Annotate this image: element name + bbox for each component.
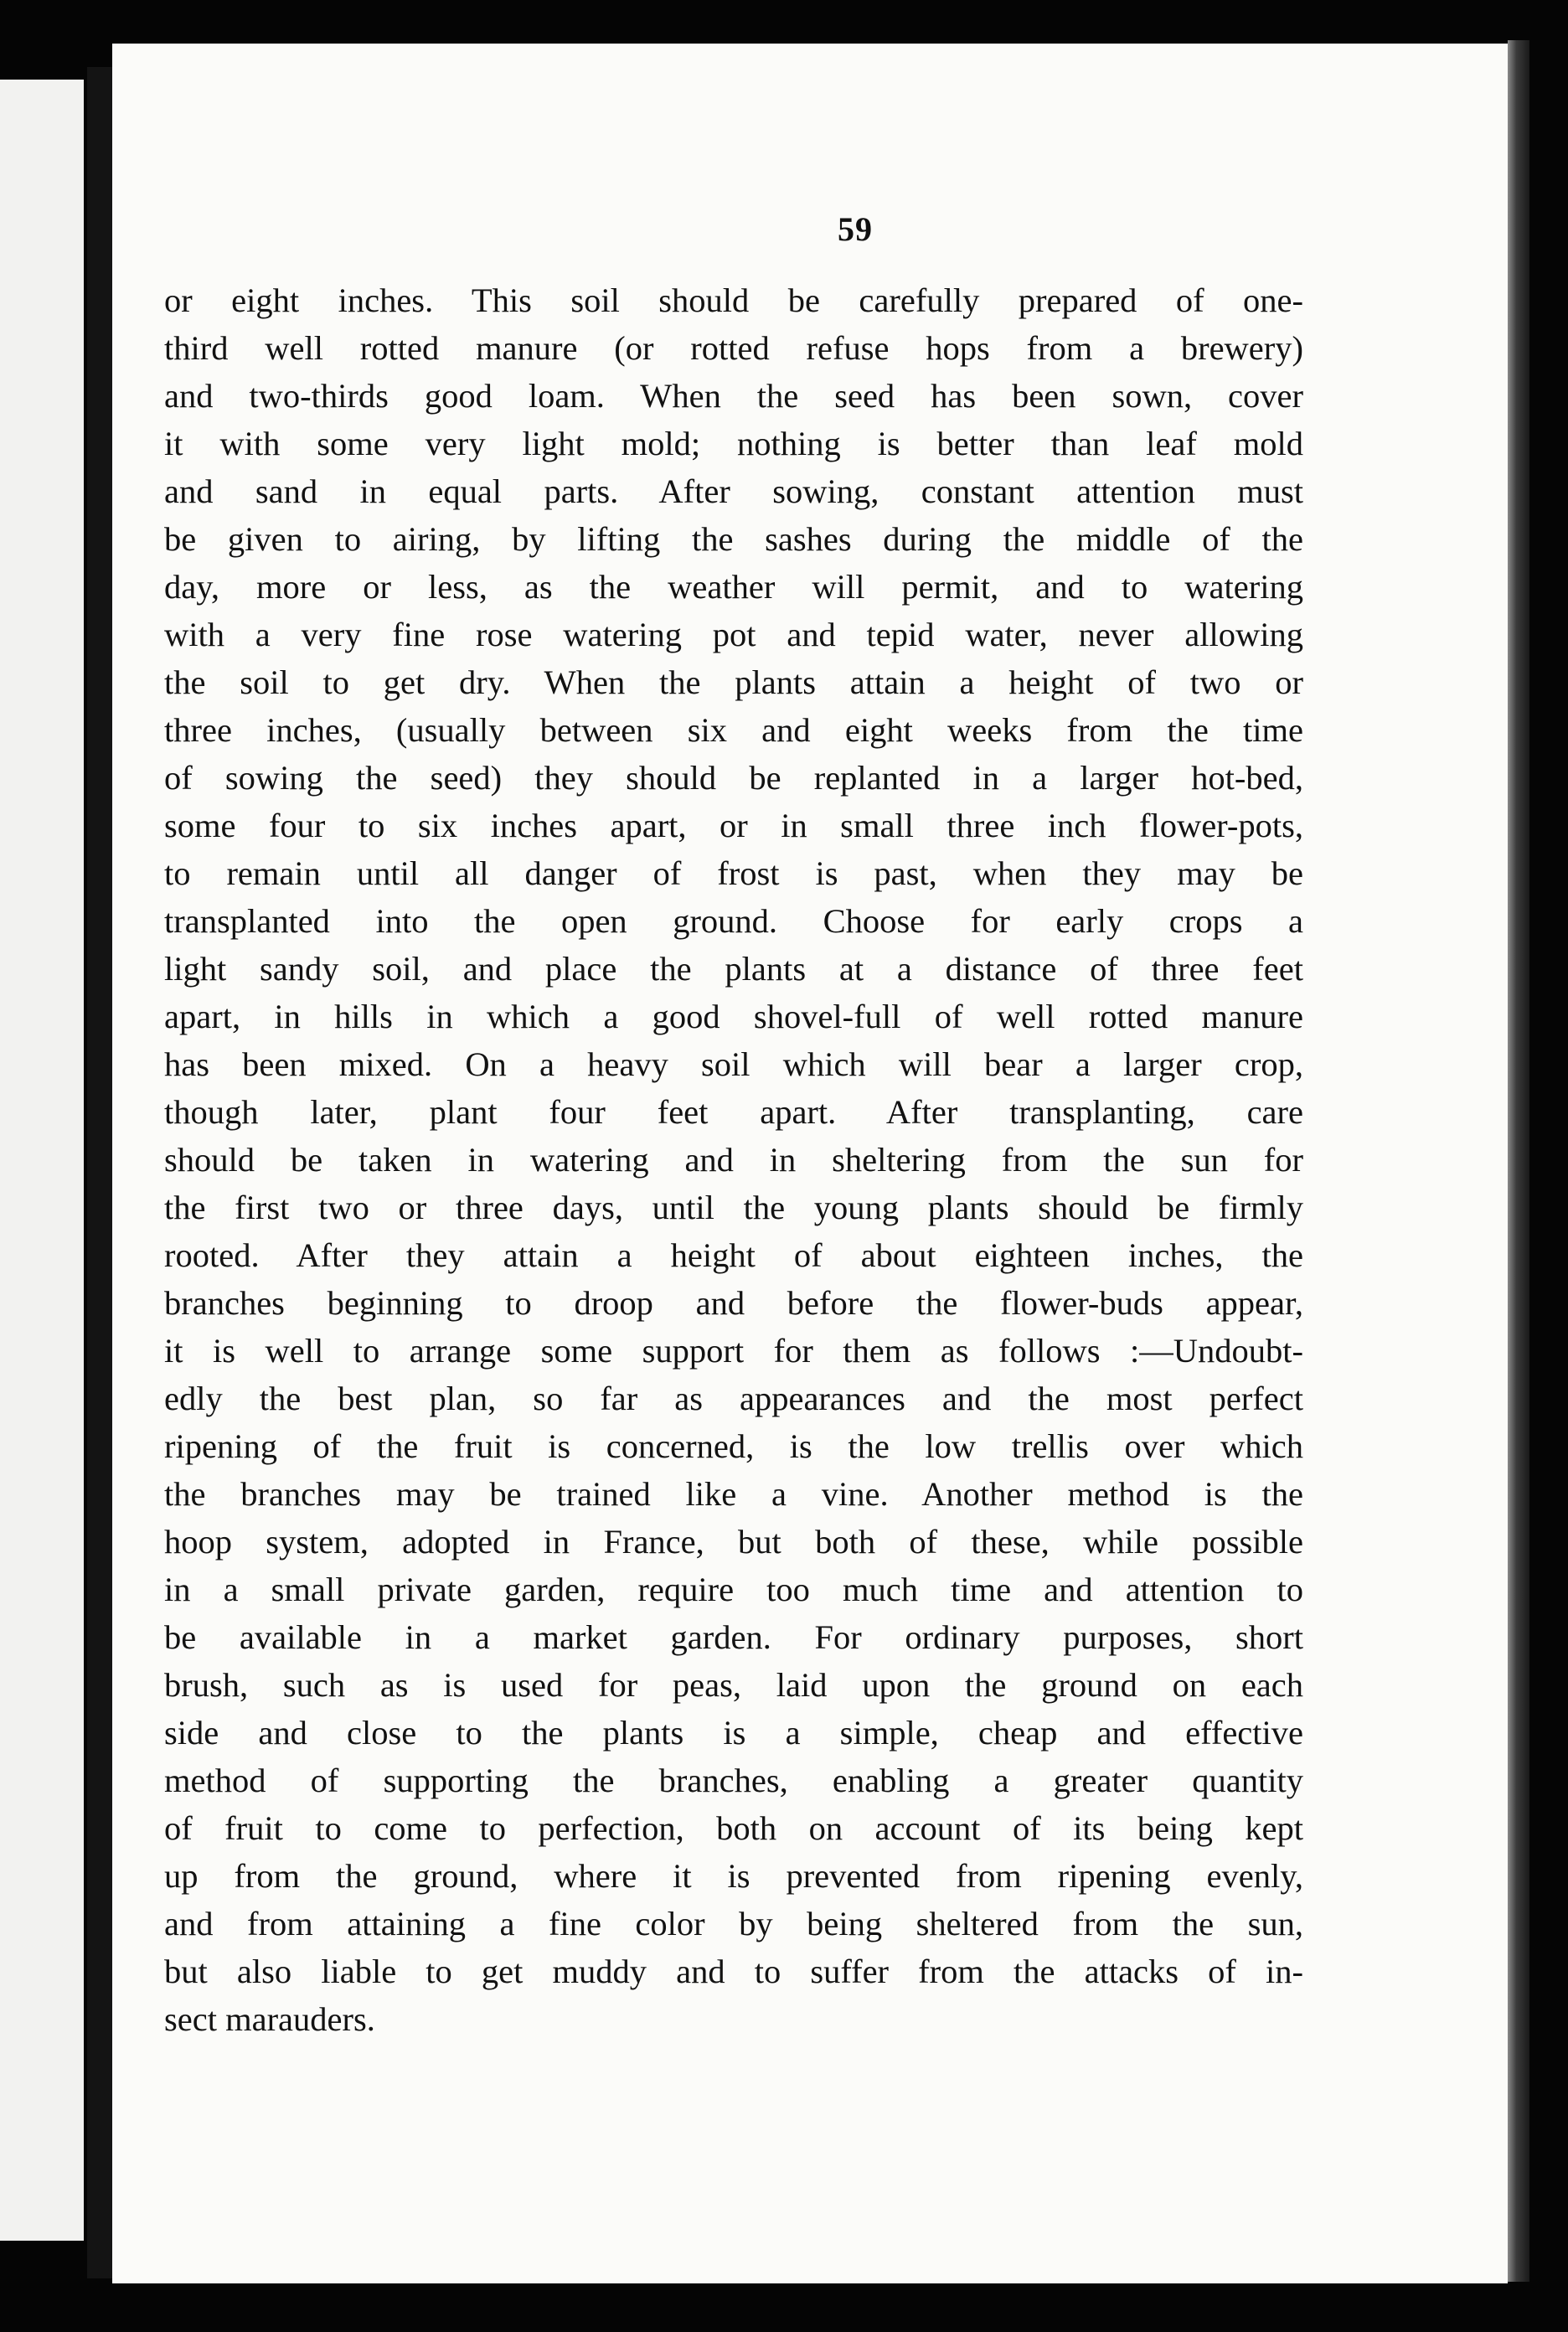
text-line: it is well to arrange some support for them as follows :—Undoubt-	[164, 1332, 1303, 1370]
text-line: apart, in hills in which a good shovel-full of well rotted manure	[164, 998, 1303, 1035]
text-line: up from the ground, where it is prevented from ripening evenly,	[164, 1857, 1303, 1895]
text-line: it with some very light mold; nothing is better than leaf mold	[164, 425, 1303, 462]
page-edge-shadow	[1508, 40, 1529, 2282]
text-line: of fruit to come to perfection, both on account of its being kept	[164, 1809, 1303, 1847]
text-line: of sowing the seed) they should be replanted in a larger hot-bed,	[164, 759, 1303, 797]
text-line: day, more or less, as the weather will permit, and to watering	[164, 568, 1303, 606]
text-line: though later, plant four feet apart. After transplanting, care	[164, 1093, 1303, 1131]
text-line: hoop system, adopted in France, but both of these, while possible	[164, 1523, 1303, 1561]
text-line: branches beginning to droop and before the flower-buds appear,	[164, 1284, 1303, 1322]
text-line: be given to airing, by lifting the sashes during the middle of the	[164, 520, 1303, 558]
facing-page-edge	[0, 80, 84, 2241]
text-line: the soil to get dry. When the plants attain a height of two or	[164, 663, 1303, 701]
text-line: should be taken in watering and in sheltering from the sun for	[164, 1141, 1303, 1179]
book-gutter	[87, 67, 112, 2278]
text-line: sect marauders.	[164, 2000, 375, 2038]
text-line: method of supporting the branches, enabling a greater quantity	[164, 1762, 1303, 1799]
text-line: the first two or three days, until the young plants should be firmly	[164, 1189, 1303, 1226]
text-line: ripening of the fruit is concerned, is the low trellis over which	[164, 1427, 1303, 1465]
text-line: with a very fine rose watering pot and tepid water, never allowing	[164, 616, 1303, 653]
text-line: and sand in equal parts. After sowing, constant attention must	[164, 472, 1303, 510]
text-line: three inches, (usually between six and eight weeks from the time	[164, 711, 1303, 749]
text-line: light sandy soil, and place the plants at a distance of three feet	[164, 950, 1303, 988]
text-line: in a small private garden, require too much time and attention to	[164, 1571, 1303, 1608]
text-line: the branches may be trained like a vine. Another method is the	[164, 1475, 1303, 1513]
text-line: and two-thirds good loam. When the seed has been sown, cover	[164, 377, 1303, 415]
text-line: side and close to the plants is a simple, cheap and effective	[164, 1714, 1303, 1752]
text-line: or eight inches. This soil should be carefully prepared of one-	[164, 281, 1303, 319]
page-number: 59	[838, 210, 873, 248]
text-line: third well rotted manure (or rotted refuse hops from a brewery)	[164, 329, 1303, 367]
body-text	[164, 276, 1303, 2043]
text-line: some four to six inches apart, or in small three inch flower-pots,	[164, 807, 1303, 844]
text-line: but also liable to get muddy and to suffer from the attacks of in-	[164, 1953, 1303, 1990]
text-line: brush, such as is used for peas, laid upon the ground on each	[164, 1666, 1303, 1704]
text-line: transplanted into the open ground. Choose for early crops a	[164, 902, 1303, 940]
text-line: to remain until all danger of frost is past, when they may be	[164, 854, 1303, 892]
text-line: and from attaining a fine color by being sheltered from the sun,	[164, 1905, 1303, 1942]
text-line: be available in a market garden. For ordinary purposes, short	[164, 1618, 1303, 1656]
text-line: rooted. After they attain a height of about eighteen inches, the	[164, 1236, 1303, 1274]
text-line: has been mixed. On a heavy soil which will bear a larger crop,	[164, 1045, 1303, 1083]
text-line: edly the best plan, so far as appearances and the most perfect	[164, 1380, 1303, 1417]
